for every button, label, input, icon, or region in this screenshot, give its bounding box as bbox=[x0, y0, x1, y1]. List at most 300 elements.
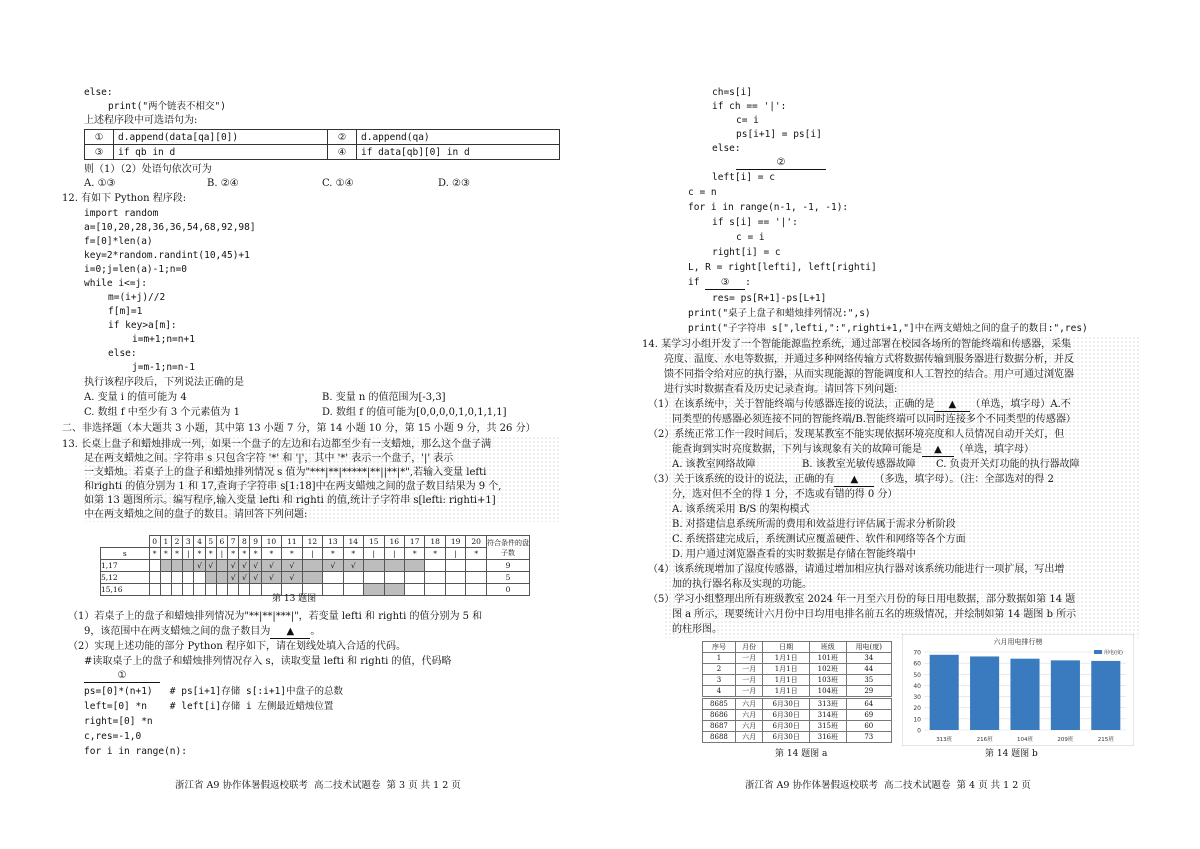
table-cell: 六月 bbox=[735, 710, 762, 721]
range-cell bbox=[194, 572, 205, 584]
text-line: 14. 某学习小组开发了一个智能能源监控系统，通过部署在校园各场所的智能终端和传感器，采集 bbox=[642, 339, 1072, 350]
legend-swatch bbox=[1094, 650, 1102, 654]
range-cell bbox=[171, 572, 182, 584]
range-cell bbox=[323, 572, 343, 584]
range-cell bbox=[404, 560, 424, 572]
table-cell: 102班 bbox=[810, 664, 847, 675]
table-cell: 1月1日 bbox=[763, 653, 810, 664]
column-header: 班级 bbox=[810, 642, 847, 653]
code-line: a=[10,20,28,36,36,54,68,92,98] bbox=[84, 222, 256, 233]
range-cell bbox=[160, 584, 171, 596]
table-cell: 101班 bbox=[810, 653, 847, 664]
range-cell: √ bbox=[261, 572, 281, 584]
string-cell: * bbox=[323, 548, 343, 560]
table-cell: 103班 bbox=[810, 675, 847, 686]
q14-1-text: （1）在该系统中，关于智能终端与传感器连接的说法，正确的是 bbox=[648, 399, 935, 410]
q14-3-hint: （多选，填字母）。（注：全部选对的得 2 bbox=[874, 474, 1054, 485]
table-cell: 六月 bbox=[735, 721, 762, 732]
string-cell: * bbox=[194, 548, 205, 560]
option-cell: ③ bbox=[85, 145, 114, 160]
range-cell bbox=[323, 584, 343, 596]
x-tick-label: 216班 bbox=[976, 737, 993, 743]
text-line: 如第 13 题图所示。编写程序,输入变量 lefti 和 righti 的值,统计子字符串 s[lefti: righti+1] bbox=[84, 495, 496, 506]
x-tick-label: 313班 bbox=[936, 737, 953, 743]
code-line: if s[i] == '|': bbox=[712, 217, 798, 228]
choice-a: A. ①③ bbox=[84, 178, 116, 189]
range-cell: √ bbox=[239, 572, 250, 584]
x-tick-label: 209班 bbox=[1057, 737, 1074, 743]
string-cell: | bbox=[183, 548, 194, 560]
range-cell bbox=[384, 560, 404, 572]
text-line: 加的执行器名称及实现的功能。 bbox=[672, 579, 812, 590]
table-cell: 一月 bbox=[735, 675, 762, 686]
range-cell bbox=[302, 560, 322, 572]
string-cell: | bbox=[445, 548, 465, 560]
range-cell bbox=[183, 572, 194, 584]
chart-title: 六月用电排行榜 bbox=[993, 638, 1043, 646]
index-cell: 11 bbox=[282, 536, 302, 548]
range-cell: √ bbox=[343, 560, 363, 572]
answer-blank[interactable]: ▲ bbox=[270, 625, 310, 639]
range-cell bbox=[445, 560, 465, 572]
answer-blank-2[interactable]: ② bbox=[736, 156, 826, 170]
column-header: 用电(度) bbox=[846, 642, 891, 653]
table-cell: 44 bbox=[846, 664, 891, 675]
range-cell bbox=[205, 584, 216, 596]
string-cell: * bbox=[261, 548, 281, 560]
text-line: 上述程序段中可选语句为: bbox=[84, 115, 198, 126]
code-line: print("桌子上盘子和蜡烛排列情况:",s) bbox=[688, 308, 871, 319]
range-cell bbox=[425, 584, 445, 596]
text-line: 则（1）（2）处语句依次可为 bbox=[84, 164, 212, 175]
index-cell: 4 bbox=[194, 536, 205, 548]
text-line: 9，该范围中在两支蜡烛之间的盘子数目为 ▲ 。 bbox=[84, 626, 321, 637]
table-row bbox=[703, 710, 892, 721]
range-cell bbox=[171, 560, 182, 572]
index-cell: 6 bbox=[216, 536, 227, 548]
table-cell: 1月1日 bbox=[763, 686, 810, 698]
bar bbox=[930, 655, 959, 730]
range-cell bbox=[364, 560, 384, 572]
table-cell: 73 bbox=[846, 732, 891, 743]
range-cell bbox=[183, 560, 194, 572]
text-line bbox=[648, 398, 1071, 412]
string-cell: * bbox=[466, 548, 487, 560]
table-cell: 60 bbox=[846, 721, 891, 732]
table-cell: 6月30日 bbox=[763, 710, 810, 721]
text-line: 图 a 所示，现要统计六月份中日均用电排名前五名的班级情况，并绘制如第 14 题图 b 所示 bbox=[672, 609, 1077, 620]
count-header: 符合条件的盘子数 bbox=[487, 536, 530, 560]
text-line: 足在两支蜡烛之间。字符串 s 只包含字符 '*' 和 '|'，其中 '*' 表示一个盘子，'|' 表示 bbox=[84, 453, 454, 464]
blank-line bbox=[736, 156, 826, 170]
x-tick-label: 215班 bbox=[1097, 737, 1114, 743]
table-cell: 29 bbox=[846, 686, 891, 698]
code-line: else: bbox=[84, 87, 113, 98]
code-line: j=m-1;n=n-1 bbox=[132, 362, 195, 373]
string-cell: * bbox=[205, 548, 216, 560]
range-label: 15,16 bbox=[101, 584, 150, 596]
table-cell: 64 bbox=[846, 698, 891, 710]
table-cell: 4 bbox=[703, 686, 736, 698]
table-cell: 69 bbox=[846, 710, 891, 721]
q13-1-text: 9，该范围中在两支蜡烛之间的盘子数目为 bbox=[84, 626, 271, 637]
range-cell bbox=[149, 584, 160, 596]
index-cell: 8 bbox=[239, 536, 250, 548]
code-line: c= i bbox=[736, 115, 759, 126]
range-cell bbox=[364, 584, 384, 596]
bar bbox=[1010, 659, 1039, 730]
answer-blank-1[interactable]: ① bbox=[84, 669, 160, 683]
option-cell: ② bbox=[328, 130, 357, 145]
range-cell bbox=[425, 560, 445, 572]
string-cell: | bbox=[302, 548, 322, 560]
option-cell: ① bbox=[85, 130, 114, 145]
code-line: left[i] = c bbox=[712, 172, 775, 183]
range-cell bbox=[239, 584, 250, 596]
text-line: 同类型的传感器必须连接不同的智能终端/B.智能终端可以同时连接多个不同类型的传感器） bbox=[672, 414, 1076, 425]
table-cell: 一月 bbox=[735, 664, 762, 675]
code-line: m=(i+j)//2 bbox=[108, 292, 166, 303]
range-cell bbox=[404, 584, 424, 596]
text-line: （2）系统正常工作一段时间后，发现某教室不能实现依据环境亮度和人员情况自动开关灯，但 bbox=[648, 429, 1065, 440]
string-cell: | bbox=[364, 548, 384, 560]
index-cell: 19 bbox=[445, 536, 465, 548]
figure-caption: 第 14 题图 b bbox=[985, 749, 1038, 759]
y-tick-label: 50 bbox=[913, 671, 921, 679]
range-cell: √ bbox=[250, 560, 261, 572]
range-cell: √ bbox=[282, 572, 302, 584]
x-tick-label: 104班 bbox=[1017, 737, 1033, 743]
range-cell bbox=[343, 572, 363, 584]
index-cell: 15 bbox=[364, 536, 384, 548]
text-line: 分，选对但不全的得 1 分，不选或有错的得 0 分） bbox=[672, 489, 898, 500]
code-line: i=m+1;n=n+1 bbox=[132, 334, 195, 345]
question-13-text bbox=[62, 436, 560, 522]
text-line: （5）学习小组整理出所有班级教室 2024 年一月至六月份的每日用电数据，部分数据如第 14 题 bbox=[648, 594, 1076, 605]
range-cell bbox=[183, 584, 194, 596]
choice-b: B. 该教室光敏传感器故障 bbox=[802, 459, 916, 470]
index-cell: 1 bbox=[160, 536, 171, 548]
table-row bbox=[703, 721, 892, 732]
range-cell bbox=[160, 572, 171, 584]
code-line: ps=[0]*(n+1) # ps[i+1]存储 s[:i+1]中盘子的总数 bbox=[84, 686, 344, 697]
range-cell bbox=[445, 572, 465, 584]
table-row bbox=[703, 698, 892, 710]
range-cell bbox=[425, 572, 445, 584]
index-cell: 14 bbox=[343, 536, 363, 548]
text-line: （1）若桌子上的盘子和蜡烛排列情况为"**|**|***|"，若变量 lefti 和 righti 的值分别为 5 和 bbox=[68, 611, 483, 622]
code-line: L, R = right[lefti], left[righti] bbox=[688, 262, 877, 273]
y-tick-label: 40 bbox=[913, 682, 921, 690]
text-line: 进行实时数据查看及历史记录查询。请回答下列问题: bbox=[664, 384, 898, 395]
code-line: print("两个链表不相交") bbox=[108, 101, 226, 112]
index-cell: 18 bbox=[425, 536, 445, 548]
string-cell: | bbox=[216, 548, 227, 560]
y-tick-label: 10 bbox=[913, 716, 921, 724]
count-cell: 5 bbox=[487, 572, 530, 584]
string-cell: * bbox=[160, 548, 171, 560]
text-line bbox=[672, 443, 1034, 457]
index-cell: 3 bbox=[183, 536, 194, 548]
text-line: （2）实现上述功能的部分 Python 程序如下，请在划线处填入合适的代码。 bbox=[68, 641, 407, 652]
range-cell: √ bbox=[194, 560, 205, 572]
range-cell bbox=[466, 584, 487, 596]
string-cell: * bbox=[228, 548, 239, 560]
text-line: 和righti 的值分别为 1 和 17,查询子字符串 s[1:18]中在两支蜡烛之间的盘子数目结果为 9 个, bbox=[84, 481, 502, 492]
table-cell: 8688 bbox=[703, 732, 736, 743]
range-cell bbox=[194, 584, 205, 596]
code-line: ch=s[i] bbox=[712, 87, 753, 98]
y-tick-label: 30 bbox=[913, 694, 921, 702]
string-cell: * bbox=[171, 548, 182, 560]
q14-1-hint: （单选，填字母）A.不 bbox=[970, 399, 1071, 410]
option-table bbox=[84, 129, 560, 160]
code-line: for i in range(n): bbox=[84, 746, 187, 757]
q14-2-hint: （单选，填字母） bbox=[954, 444, 1034, 455]
range-cell bbox=[228, 584, 239, 596]
range-cell bbox=[364, 572, 384, 584]
choice-d: D. 数组 f 的值可能为[0,0,0,0,1,0,1,1,1] bbox=[322, 407, 507, 418]
code-keyword: if bbox=[688, 277, 706, 288]
range-cell bbox=[216, 560, 227, 572]
y-tick-label: 20 bbox=[913, 705, 921, 713]
table-cell: 1月1日 bbox=[763, 664, 810, 675]
column-header: 日期 bbox=[763, 642, 810, 653]
table-row bbox=[703, 686, 892, 698]
table-cell: 316班 bbox=[810, 732, 847, 743]
string-cell: * bbox=[282, 548, 302, 560]
table-cell: 8687 bbox=[703, 721, 736, 732]
section-heading: 二、非选择题（本大题共 3 小题，其中第 13 小题 7 分，第 14 小题 10 分，第 15 小题 9 分，共 26 分） bbox=[62, 423, 536, 434]
code-line: key=2*random.randint(10,45)+1 bbox=[84, 250, 250, 261]
figure-caption: 第 14 题图 a bbox=[775, 749, 828, 759]
range-cell bbox=[404, 572, 424, 584]
string-cell: | bbox=[384, 548, 404, 560]
choice-b: B. ②④ bbox=[207, 178, 239, 189]
answer-blank[interactable]: ▲ bbox=[934, 398, 970, 412]
blank-line bbox=[84, 669, 160, 683]
column-header: 月份 bbox=[735, 642, 762, 653]
index-cell: 0 bbox=[149, 536, 160, 548]
code-line: c = i bbox=[736, 232, 765, 243]
question-12: 12. 有如下 Python 程序段: bbox=[62, 193, 187, 204]
choice-d: D. 用户通过浏览器查看的实时数据是存储在智能终端中 bbox=[672, 549, 917, 560]
question-14-block bbox=[642, 336, 1140, 638]
figure-14b-bar-chart bbox=[902, 634, 1134, 746]
range-cell bbox=[160, 560, 171, 572]
option-cell: ④ bbox=[328, 145, 357, 160]
range-cell bbox=[466, 572, 487, 584]
choice-a: A. 变量 i 的值可能为 4 bbox=[84, 392, 187, 403]
text-line: #读取桌子上的盘子和蜡烛排列情况存入 s，读取变量 lefti 和 righti 的值，代码略 bbox=[84, 656, 452, 667]
code-line: else: bbox=[712, 143, 741, 154]
option-cell: d.append(qa) bbox=[357, 130, 560, 145]
table-row bbox=[703, 664, 892, 675]
index-cell: 12 bbox=[302, 536, 322, 548]
text-line: 亮度、温度、水电等数据，并通过多种网络传输方式将数据传输到服务器进行数据分析，并反 bbox=[664, 354, 1074, 365]
index-cell: 17 bbox=[404, 536, 424, 548]
answer-blank[interactable]: ▲ bbox=[834, 473, 874, 487]
index-cell: 9 bbox=[250, 536, 261, 548]
range-cell bbox=[445, 584, 465, 596]
choice-c: C. 系统搭建完成后，系统测试应覆盖硬件、软件和网络等各个方面 bbox=[672, 534, 966, 545]
range-cell bbox=[216, 584, 227, 596]
text-line: 馈不同指令给对应的执行器，从而实现能源的智能调度和人工智控的结合。用户可通过浏览器 bbox=[664, 369, 1074, 380]
legend-label: 用电(度) bbox=[1104, 650, 1123, 656]
figure-caption: 第 13 题图 bbox=[272, 594, 317, 604]
table-row bbox=[703, 675, 892, 686]
code-line: c,res=-1,0 bbox=[84, 731, 142, 742]
page-footer-left: 浙江省 A9 协作体暑假返校联考 高二技术试题卷 第 3 页 共 1 2 页 bbox=[175, 780, 461, 791]
range-cell: √ bbox=[261, 560, 281, 572]
choice-d: D. ②③ bbox=[438, 178, 470, 189]
code-line: if ③ : bbox=[688, 277, 751, 288]
column-header: 序号 bbox=[703, 642, 736, 653]
table-cell: 一月 bbox=[735, 653, 762, 664]
table-cell: 6月30日 bbox=[763, 732, 810, 743]
table-cell: 104班 bbox=[810, 686, 847, 698]
string-cell: * bbox=[425, 548, 445, 560]
string-cell: * bbox=[239, 548, 250, 560]
text-line: （4）该系统现增加了湿度传感器，请通过增加相应执行器对该系统功能进行一项扩展，写出增 bbox=[648, 564, 1065, 575]
figure-13-table bbox=[100, 535, 530, 596]
range-cell bbox=[384, 584, 404, 596]
table-cell: 六月 bbox=[735, 732, 762, 743]
string-cell: * bbox=[343, 548, 363, 560]
option-cell: if qb in d bbox=[114, 145, 328, 160]
table-cell: 2 bbox=[703, 664, 736, 675]
answer-blank[interactable]: ▲ bbox=[922, 443, 954, 457]
range-cell: √ bbox=[282, 560, 302, 572]
text-line: 一支蜡烛。若桌子上的盘子和蜡烛排列情况 s 值为"***|**|*****|**||**|*",若输入变量 lefti bbox=[84, 467, 487, 478]
range-cell bbox=[250, 584, 261, 596]
bar bbox=[1091, 661, 1120, 730]
code-line: else: bbox=[108, 348, 137, 359]
string-cell: * bbox=[149, 548, 160, 560]
table-cell: 313班 bbox=[810, 698, 847, 710]
table-cell: 34 bbox=[846, 653, 891, 664]
choice-a: A. 该系统采用 B/S 的架构模式 bbox=[672, 504, 810, 515]
y-tick-label: 70 bbox=[913, 649, 921, 657]
table-row bbox=[703, 653, 892, 664]
table-cell: 1 bbox=[703, 653, 736, 664]
range-cell: √ bbox=[239, 560, 250, 572]
count-cell: 0 bbox=[487, 584, 530, 596]
code-line: res= ps[R+1]-ps[L+1] bbox=[712, 293, 827, 304]
index-cell: 20 bbox=[466, 536, 487, 548]
code-line: i=0;j=len(a)-1;n=0 bbox=[84, 264, 187, 275]
range-cell bbox=[384, 572, 404, 584]
code-line: ps[i+1] = ps[i] bbox=[736, 129, 822, 140]
code-line: if key>a[m]: bbox=[108, 320, 177, 331]
figure-14a-table bbox=[702, 641, 892, 743]
range-cell bbox=[149, 560, 160, 572]
choice-c: C. 数组 f 中至少有 3 个元素值为 1 bbox=[84, 407, 240, 418]
range-cell bbox=[466, 560, 487, 572]
table-cell: 315班 bbox=[810, 721, 847, 732]
table-cell: 8686 bbox=[703, 710, 736, 721]
code-line: for i in range(n-1, -1, -1): bbox=[688, 202, 849, 213]
code-line: print("子字符串 s[",lefti,":",righti+1,"]中在两支蜡烛之间的盘子的数目:",res) bbox=[688, 323, 1088, 334]
code-line: right[i] = c bbox=[712, 247, 781, 258]
range-cell: √ bbox=[228, 572, 239, 584]
string-cell: * bbox=[404, 548, 424, 560]
code-line: f=[0]*len(a) bbox=[84, 236, 153, 247]
range-cell: √ bbox=[228, 560, 239, 572]
range-cell: √ bbox=[250, 572, 261, 584]
code-line: c = n bbox=[688, 187, 717, 198]
range-cell bbox=[149, 572, 160, 584]
range-cell: √ bbox=[323, 560, 343, 572]
text-line: 中在两支蜡烛之间的盘子的数目。请回答下列问题: bbox=[84, 509, 308, 520]
range-cell bbox=[205, 572, 216, 584]
index-cell: 13 bbox=[323, 536, 343, 548]
string-cell: * bbox=[250, 548, 261, 560]
choice-b: B. 对搭建信息系统所需的费用和效益进行评估属于需求分析阶段 bbox=[672, 519, 956, 530]
table-cell: 6月30日 bbox=[763, 698, 810, 710]
range-cell: √ bbox=[205, 560, 216, 572]
index-cell: 2 bbox=[171, 536, 182, 548]
text-line: 的柱形图。 bbox=[672, 624, 722, 635]
text-line: 执行该程序段后，下列说法正确的是 bbox=[84, 377, 244, 388]
text-line: 13. 长桌上盘子和蜡烛排成一列，如果一个盘子的左边和右边都至少有一支蜡烛，那么这个盘子满 bbox=[62, 439, 492, 450]
range-cell bbox=[302, 572, 322, 584]
q14-2-text: 能查询到实时亮度数据，下列与该现象有关的故障可能是 bbox=[672, 444, 922, 455]
y-tick-label: 60 bbox=[913, 660, 921, 668]
table-cell: 314班 bbox=[810, 710, 847, 721]
bar bbox=[970, 656, 999, 730]
row-label: s bbox=[101, 548, 150, 560]
q14-3-text: （3）关于该系统的设计的说法，正确的有 bbox=[648, 474, 835, 485]
code-line: import random bbox=[84, 208, 159, 219]
table-cell: 一月 bbox=[735, 686, 762, 698]
code-line: f[m]=1 bbox=[108, 306, 143, 317]
answer-blank-3[interactable]: ③ bbox=[705, 276, 745, 290]
range-label: 5,12 bbox=[101, 572, 150, 584]
bar bbox=[1051, 660, 1080, 730]
table-cell: 6月30日 bbox=[763, 721, 810, 732]
code-line: while i<=j: bbox=[84, 278, 147, 289]
choice-b: B. 变量 n 的值范围为[-3,3] bbox=[322, 392, 446, 403]
range-cell bbox=[343, 584, 363, 596]
index-cell: 10 bbox=[261, 536, 281, 548]
choice-c: C. 负责开关灯功能的执行器故障 bbox=[936, 459, 1080, 470]
choice-c: C. ①④ bbox=[322, 178, 354, 189]
range-cell bbox=[171, 584, 182, 596]
choice-a: A. 该教室网络故障 bbox=[672, 459, 756, 470]
option-cell: if data[qb][0] in d bbox=[357, 145, 560, 160]
table-cell: 8685 bbox=[703, 698, 736, 710]
text-line bbox=[648, 473, 1054, 487]
code-line: if ch == '|': bbox=[712, 101, 787, 112]
code-line: right=[0] *n bbox=[84, 716, 153, 727]
index-cell: 7 bbox=[228, 536, 239, 548]
count-cell: 9 bbox=[487, 560, 530, 572]
range-cell bbox=[216, 572, 227, 584]
page-footer-right: 浙江省 A9 协作体暑假返校联考 高二技术试题卷 第 4 页 共 1 2 页 bbox=[745, 780, 1031, 791]
table-cell: 六月 bbox=[735, 698, 762, 710]
code-line: left=[0] *n # left[i]存储 i 左侧最近蜡烛位置 bbox=[84, 701, 334, 712]
index-cell: 5 bbox=[205, 536, 216, 548]
option-cell: d.append(data[qa][0]) bbox=[114, 130, 328, 145]
table-cell: 35 bbox=[846, 675, 891, 686]
index-cell: 16 bbox=[384, 536, 404, 548]
table-cell: 3 bbox=[703, 675, 736, 686]
y-tick-label: 0 bbox=[917, 727, 921, 735]
range-label: 1,17 bbox=[101, 560, 150, 572]
table-cell: 1月1日 bbox=[763, 675, 810, 686]
table-row bbox=[703, 732, 892, 743]
